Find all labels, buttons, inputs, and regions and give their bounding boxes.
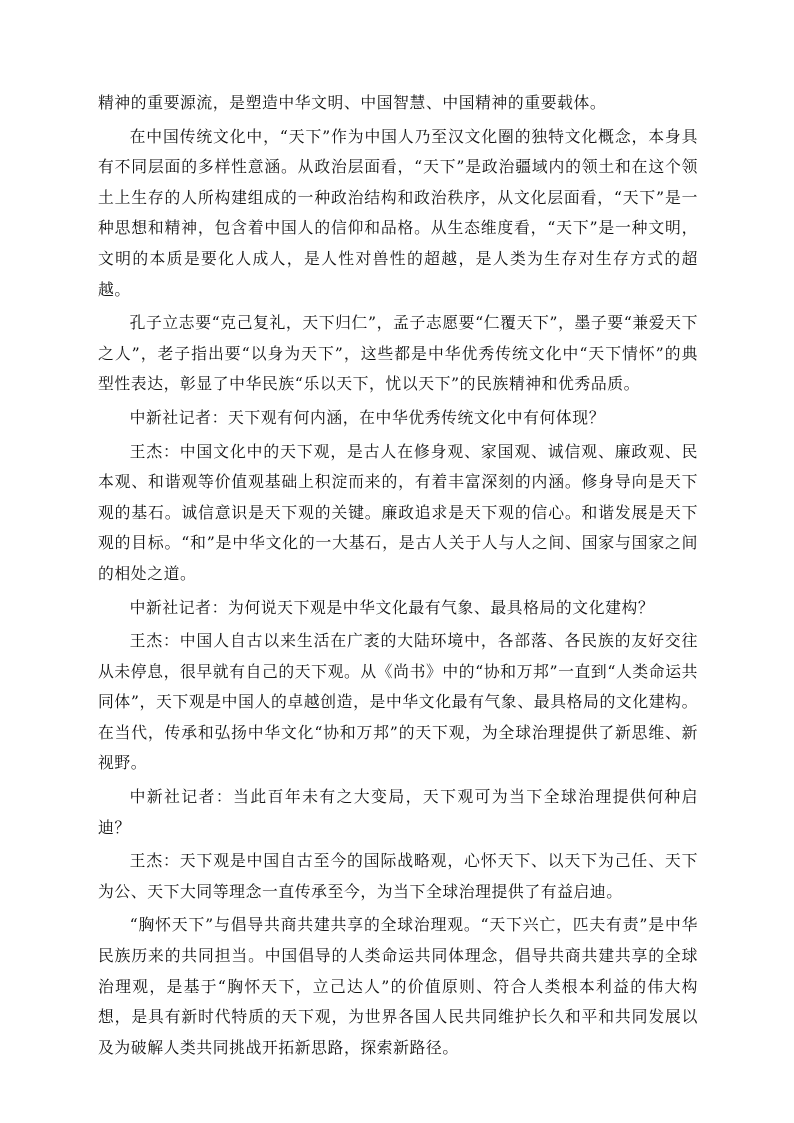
paragraph-1: 精神的重要源流，是塑造中华文明、中国智慧、中国精神的重要载体。	[98, 93, 607, 112]
interview-question-1: 中新社记者：天下观有何内涵，在中华优秀传统文化中有何体现？	[129, 407, 606, 427]
paragraph-final: “胸怀天下”与倡导共商共建共享的全球治理观。“天下兴亡，匹夫有责”是中华民族历来的共同担当。中国倡导的人类命运共同体理念，倡导共商共建共享的全球治理观，是基于“胸怀天下，立己达人”的价值原则、符合人类根本利益的伟大构想，是具有新时代特质的天下观，为世界各国人民共同维护长久和平和共同发展以及为破解人类共同挑战开拓新思路，探索新路径。	[98, 915, 698, 1057]
interview-answer-2: 王杰：中国人自古以来生活在广袤的大陆环境中，各部落、各民族的友好交往从未停息，很早就有自己的天下观。从《尚书》中的“协和万邦”一直到“人类命运共同体”，天下观是中国人的卓越创造，是中华文化最有气象、最具格局的文化建构。在当代，传承和弘扬中华文化“协和万邦”的天下观，为全球治理提供了新思维、新视野。	[98, 631, 698, 773]
paragraph-2: 在中国传统文化中，“天下”作为中国人乃至汉文化圈的独特文化概念，本身具有不同层面的多样性意涵。从政治层面看，“天下”是政治疆域内的领土和在这个领土上生存的人所构建组成的一种政治结构和政治秩序，从文化层面看，“天下”是一种思想和精神，包含着中国人的信仰和品格。从生态维度看，“天下”是一种文明，文明的本质是要化人成人，是人性对兽性的超越，是人类为生存对生存方式的超越。	[98, 126, 698, 299]
interview-question-3: 中新社记者：当此百年未有之大变局，天下观可为当下全球治理提供何种启迪？	[98, 787, 698, 837]
paragraph-3: 孔子立志要“克己复礼，天下归仁”，孟子志愿要“仁覆天下”，墨子要“兼爱天下之人”，老子指出要“以身为天下”，这些都是中华优秀传统文化中“天下情怀”的典型性表达，彰显了中华民族“乐以天下，忧以天下”的民族精神和优秀品质。	[98, 313, 698, 394]
document-page	[98, 88, 698, 1066]
interview-question-2: 中新社记者：为何说天下观是中华文化最有气象、最具格局的文化建构？	[129, 597, 655, 617]
interview-answer-3: 王杰：天下观是中国自古至今的国际战略观，心怀天下、以天下为己任、天下为公、天下大同等理念一直传承至今，为当下全球治理提供了有益启迪。	[98, 851, 698, 901]
interview-answer-1: 王杰：中国文化中的天下观，是古人在修身观、家国观、诚信观、廉政观、民本观、和谐观等价值观基础上积淀而来的，有着丰富深刻的内涵。修身导向是天下观的基石。诚信意识是天下观的关键。廉政追求是天下观的信心。和谐发展是天下观的目标。“和”是中华文化的一大基石，是古人关于人与人之间、国家与国家之间的相处之道。	[98, 441, 698, 583]
